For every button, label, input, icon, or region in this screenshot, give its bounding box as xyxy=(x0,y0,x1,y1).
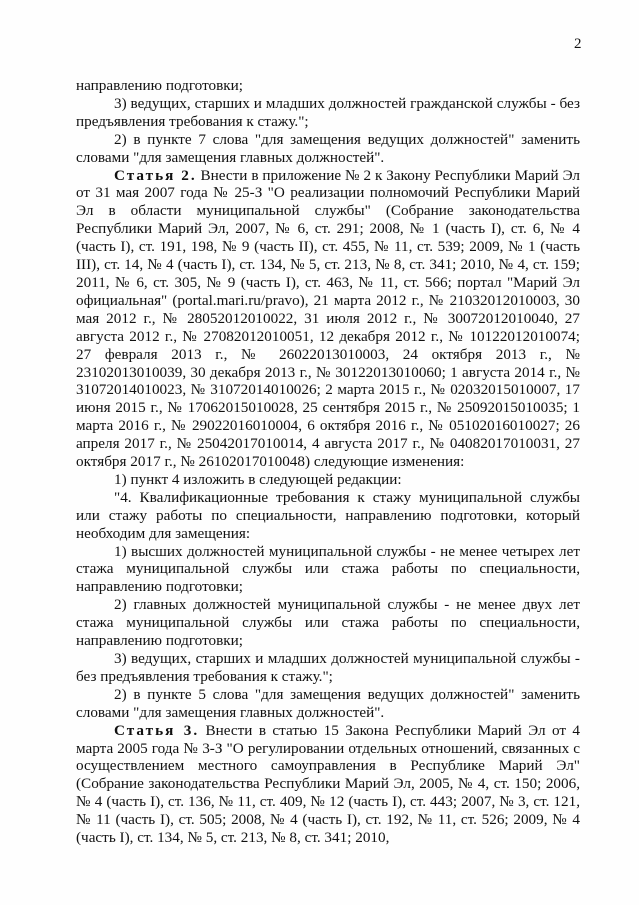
paragraph: 1) высших должностей муниципальной службы - не менее четырех лет стажа муниципальной службы или стажа работы по специальности, направлению подготовки; xyxy=(76,542,580,596)
paragraph: 3) ведущих, старших и младших должностей муниципальной службы - без предъявления требования к стажу."; xyxy=(76,650,580,685)
paragraph: 2) в пункте 7 слова "для замещения ведущих должностей" заменить словами "для замещения главных должностей". xyxy=(76,130,580,166)
paragraph: 2) в пункте 5 слова "для замещения ведущих должностей" заменить словами "для замещения главных должностей". xyxy=(76,685,580,721)
page-number: 2 xyxy=(574,36,582,52)
article-heading: Статья 3. xyxy=(114,721,200,739)
paragraph: 2) главных должностей муниципальной службы - не менее двух лет стажа муниципальной службы или стажа работы по специальности, направлению подготовки; xyxy=(76,596,580,650)
paragraph: направлению подготовки; xyxy=(76,77,244,94)
paragraph: 1) пункт 4 изложить в следующей редакции: xyxy=(114,470,402,488)
paragraph: "4. Квалификационные требования к стажу муниципальной службы или стажу работы по специальности, направлению подготовки, который необходим для замещения: xyxy=(76,488,580,542)
document-body xyxy=(76,77,580,847)
article-2-paragraph: Статья 2. Внести в приложение № 2 к Закону Республики Марий Эл от 31 мая 2007 года № 25-З "О реализации полномочий Республики Марий Эл в области муниципальной службы" (Собрание законодательства Республики Марий Эл, 2007, № 6, ст. 291; 2008, № 1 (часть I), ст. 6, № 4 (часть I), ст. 191, 198, № 9 (часть II), ст. 455, № 11, ст. 539; 2009, № 1 (часть III), ст. 14, № 4 (часть I), ст. 134, № 5, ст. 213, № 8, ст. 341; 2010, № 4, ст. 159; 2011, № 6, ст. 305, № 9 (часть I), ст. 463, № 11, ст. 566; портал "Марий Эл официальная" (portal.mari.ru/pravo), 21 марта 2012 г., № 21032012010003, 30 мая 2012 г., № 28052012010022, 31 июля 2012 г., № 30072012010040, 27 августа 2012 г., № 27082012010051, 12 декабря 2012 г., № 10122012010074; 27 февраля 2013 г., № 26022013010003, 24 октября 2013 г., № 23102013010039, 30 декабря 2013 г., № 30122013010060; 1 августа 2014 г., № 31072014010023, № 31072014010026; 2 марта 2015 г., № 02032015010007, 17 июня 2015 г., № 17062015010028, 25 сентября 2015 г., № 25092015010035; 1 марта 2016 г., № 29022016010004, 6 октября 2016 г., № 05102016010027; 26 апреля 2017 г., № 25042017010014, 4 августа 2017 г., № 04082017010031, 27 октября 2017 г., № 26102017010048) следующие изменения: xyxy=(76,166,580,471)
article-3-paragraph: Статья 3. Внести в статью 15 Закона Республики Марий Эл от 4 марта 2005 года № 3-З "О регулировании отдельных отношений, связанных с осуществлением местного самоуправления в Республике Марий Эл" (Собрание законодательства Республики Марий Эл, 2005, № 4, ст. 150; 2006, № 4 (часть I), ст. 136, № 11, ст. 409, № 12 (часть I), ст. 443; 2007, № 3, ст. 121, № 11 (часть I), ст. 505; 2008, № 4 (часть I), ст. 192, № 11, ст. 526; 2009, № 4 (часть I), ст. 134, № 5, ст. 213, № 8, ст. 341; 2010, xyxy=(76,721,580,847)
paragraph: 3) ведущих, старших и младших должностей гражданской службы - без предъявления требования к стажу."; xyxy=(76,94,580,130)
article-heading: Статья 2. xyxy=(114,166,197,184)
